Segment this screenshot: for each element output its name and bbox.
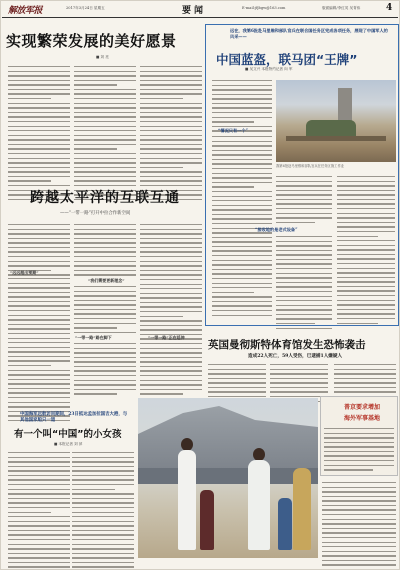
feature-text-col-2b — [276, 236, 332, 332]
feature-text-col-3 — [337, 176, 395, 327]
section-title: 要闻 — [182, 6, 207, 16]
putin-headline-line2: 海外军事基地 — [343, 415, 380, 422]
girl-text-col-2 — [72, 452, 134, 570]
contact-email: E-mail:jfjbgw@163.com — [242, 6, 286, 10]
pacific-text-col-3 — [140, 224, 202, 348]
girl-byline: ■ 本报记者 刘 萍 — [54, 442, 83, 446]
feature-headline: 中国蓝盔，联马团“王牌” — [216, 52, 358, 67]
pacific-subhead-4: “一带一路”正在延伸 — [148, 335, 185, 340]
feature-photo — [276, 80, 396, 162]
uk-subtitle: 造成22人死亡，59人受伤，已逮捕1人嫌疑人 — [248, 354, 343, 359]
masthead — [4, 3, 396, 17]
pacific-subhead-2: “我们需要更新理念” — [88, 278, 125, 283]
issue-date: 2017年3月24日 星期五 — [66, 6, 105, 10]
page-number: 4 — [386, 3, 393, 13]
girl-headline: 有一个叫“中国”的小女孩 — [14, 429, 122, 440]
feature-text-col-2 — [276, 176, 332, 226]
putin-headline-line1: 普京要求增加 — [343, 404, 380, 411]
uk-headline: 英国曼彻斯特体育馆发生恐怖袭击 — [208, 339, 366, 351]
girl-lead: 中国海军远航访问期间，23日抵达孟加拉国吉大港，与其他国家船只一道 — [20, 412, 128, 423]
pacific-text-col-2 — [74, 224, 136, 279]
page-editors: 版面编辑/李红英 吴青伟 — [322, 6, 361, 10]
feature-subhead-2: “接收地的是老式设备” — [255, 227, 298, 232]
main-headline: 实现繁荣发展的美好愿景 — [6, 32, 177, 50]
putin-text — [324, 428, 394, 474]
pacific-subtitle: ——“一带一路”打开中拉合作新空间 — [60, 211, 131, 216]
feature-subhead-1: “情况只有一个” — [218, 128, 248, 133]
main-text-col-1 — [8, 66, 70, 203]
pacific-text-col-1b — [8, 278, 70, 425]
pacific-subhead-3: “一带一路”路在脚下 — [75, 335, 112, 340]
feature-lead: 远在，我第6批赴马里维和部队官兵在联合国任务区完成各项任务，展现了中国军人的风采—— — [230, 28, 388, 39]
feature-text-col-1 — [212, 80, 272, 135]
feature-photo-caption: 我第6批赴马里维和部队官兵在任务区施工作业 — [276, 164, 345, 168]
pacific-text-col-3b — [140, 343, 202, 398]
pacific-text-col-2c — [74, 343, 136, 398]
main-text-col-2 — [74, 66, 136, 203]
pacific-headline: 跨越太平洋的互联互通 — [30, 190, 180, 206]
right-bottom-text — [322, 482, 396, 570]
pacific-subhead-1: “远远超出预期” — [10, 270, 39, 275]
masthead-rule — [2, 17, 398, 18]
sailors-with-children-photo — [138, 398, 318, 558]
newspaper-logo: 解放军报 — [8, 6, 43, 16]
feature-byline: ■ 吴文兴 本报特约记者 向 军 — [245, 67, 293, 71]
pacific-text-col-2b — [74, 286, 136, 336]
main-text-col-3 — [140, 66, 202, 203]
main-byline: ■ 刘 亮 — [96, 55, 109, 59]
girl-text-col-1 — [8, 452, 70, 570]
